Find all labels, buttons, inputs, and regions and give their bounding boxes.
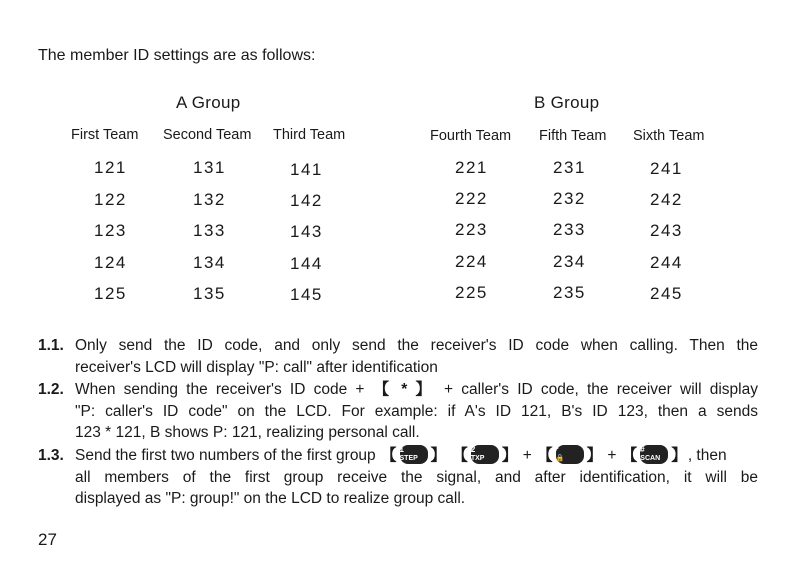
plus-sign: + bbox=[522, 447, 532, 464]
id-cell: 234 bbox=[553, 252, 586, 271]
id-cell: 121 bbox=[94, 158, 127, 177]
id-cell: 231 bbox=[553, 158, 586, 177]
paragraph-line: receiver's LCD will display "P: call" after identification bbox=[75, 358, 438, 376]
bracket: 【 bbox=[537, 447, 553, 464]
id-cell: 145 bbox=[290, 285, 323, 304]
id-cell: 133 bbox=[193, 221, 226, 240]
plus-sign: + bbox=[607, 447, 617, 464]
key-hash-scan-icon: # SCAN bbox=[640, 445, 668, 464]
id-cell: 221 bbox=[455, 158, 488, 177]
bracket: 【 bbox=[452, 447, 468, 464]
id-cell: 141 bbox=[290, 160, 323, 179]
group-b-title: B Group bbox=[534, 93, 600, 112]
paragraph-line: 123 * 121, B shows P: 121, realizing personal call. bbox=[75, 424, 420, 441]
star-key-bracket: 【 * 】 bbox=[373, 381, 435, 398]
id-cell: 125 bbox=[94, 284, 127, 303]
team-header: Sixth Team bbox=[633, 128, 705, 144]
bracket: 【 bbox=[381, 447, 397, 464]
text-segment: + caller's ID code, the receiver will display bbox=[444, 381, 758, 398]
paragraph-1-3 bbox=[38, 445, 758, 510]
team-header: Fourth Team bbox=[430, 128, 512, 144]
paragraph-line: Only send the ID code, and only send the receiver's ID code when calling. Then the bbox=[75, 337, 758, 354]
intro-text: The member ID settings are as follows: bbox=[38, 47, 316, 64]
id-cell: 223 bbox=[455, 220, 488, 239]
id-cell: 135 bbox=[193, 284, 226, 303]
id-cell: 144 bbox=[290, 254, 323, 273]
id-cell: 244 bbox=[650, 253, 683, 272]
paragraph-line: all members of the first group receive the signal, and after identification, it will be bbox=[75, 468, 758, 486]
id-cell: 224 bbox=[455, 252, 488, 271]
group-a-title: A Group bbox=[176, 93, 241, 112]
bracket: 】 bbox=[586, 447, 603, 464]
paragraph-1-2 bbox=[38, 379, 758, 444]
key-1-step-icon: 1 STEP bbox=[400, 445, 428, 464]
id-cell: 131 bbox=[193, 158, 226, 177]
paragraph-number: 1.2. bbox=[38, 381, 64, 398]
id-cell: 243 bbox=[650, 221, 683, 240]
paragraph-line: displayed as "P: group!" on the LCD to realize group call. bbox=[75, 490, 466, 507]
paragraph-line bbox=[38, 445, 758, 467]
text-segment: Send the first two numbers of the first group bbox=[75, 447, 376, 464]
paragraph-line bbox=[38, 379, 758, 401]
bracket: 【 bbox=[621, 447, 638, 464]
id-cell: 222 bbox=[455, 189, 488, 208]
id-cell: 143 bbox=[290, 222, 323, 241]
bracket: 】 bbox=[430, 447, 447, 464]
id-cell: 122 bbox=[94, 190, 127, 209]
id-cell: 241 bbox=[650, 159, 683, 178]
text-segment: When sending the receiver's ID code + bbox=[75, 381, 365, 398]
team-header: First Team bbox=[71, 127, 139, 143]
paragraph-number: 1.3. bbox=[38, 447, 64, 464]
paragraph-1-1 bbox=[38, 335, 758, 378]
paragraph-number: 1.1. bbox=[38, 337, 64, 354]
id-cell: 124 bbox=[94, 253, 127, 272]
id-cell: 232 bbox=[553, 189, 586, 208]
id-cell: 134 bbox=[193, 253, 226, 272]
bracket: 】 bbox=[501, 447, 518, 464]
id-cell: 142 bbox=[290, 191, 323, 210]
key-2-txp-icon: 2 TXP bbox=[471, 445, 499, 464]
id-cell: 123 bbox=[94, 221, 127, 240]
key-star-lock-icon: * 🔒 bbox=[556, 445, 584, 464]
team-header: Fifth Team bbox=[539, 128, 607, 144]
id-cell: 242 bbox=[650, 190, 683, 209]
id-cell: 245 bbox=[650, 284, 683, 303]
id-cell: 235 bbox=[553, 283, 586, 302]
page-number: 27 bbox=[38, 530, 57, 549]
id-cell: 225 bbox=[455, 283, 488, 302]
paragraph-line: "P: caller's ID code" on the LCD. For example: if A's ID 121, B's ID 123, then a sends bbox=[75, 402, 758, 420]
team-header: Third Team bbox=[273, 127, 346, 143]
text-segment: , then bbox=[687, 447, 727, 464]
id-cell: 233 bbox=[553, 220, 586, 239]
id-cell: 132 bbox=[193, 190, 226, 209]
bracket: 】 bbox=[671, 447, 687, 464]
team-header: Second Team bbox=[163, 127, 252, 143]
